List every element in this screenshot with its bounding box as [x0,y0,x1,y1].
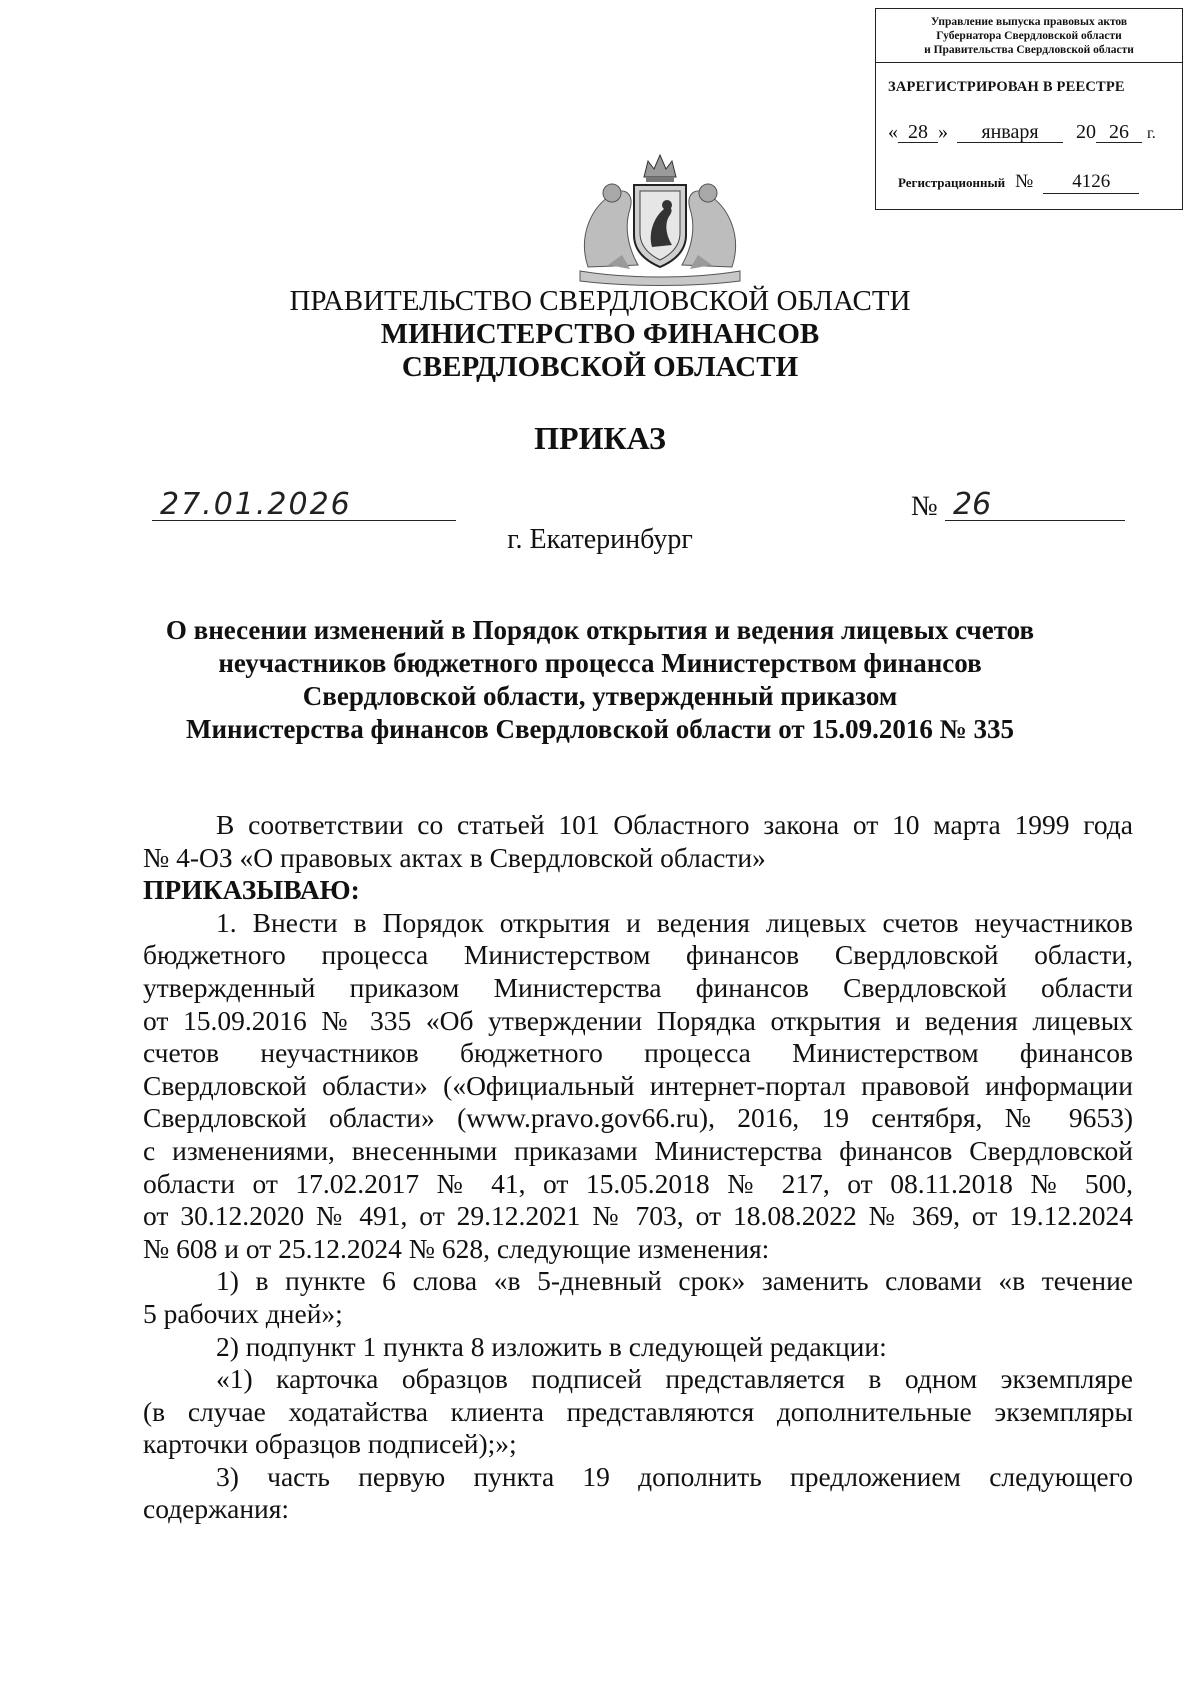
registry-stamp [875,8,1183,210]
order-number-field [945,487,1125,522]
body-line: содержания: [143,1493,290,1525]
registry-number-label: Регистрационный [898,175,1006,190]
body-line: 1. Внести в Порядок открытия и ведения лицевых счетов неучастников [216,906,1133,938]
subject-line: О внесении изменений в Порядок открытия и ведения лицевых счетов [165,615,1035,645]
registry-day: 28 [898,122,938,143]
body-line: области от 17.02.2017 № 41, от 15.05.2018 № 217, от 08.11.2018 № 500, [143,1167,1133,1199]
order-city: г. Екатеринбург [507,524,693,555]
body-line: с изменениями, внесенными приказами Министерства финансов Свердловской [143,1134,1133,1166]
registry-quote-close: » [938,121,948,143]
registry-office-line: и Правительства Свердловской области [924,43,1134,56]
body-line: № 4-ОЗ «О правовых актах в Свердловской области» [143,841,766,873]
body-line: утвержденный приказом Министерства финансов Свердловской области [143,971,1133,1003]
subject-line: неучастников бюджетного процесса Министерством финансов [218,648,982,678]
order-date-field [152,487,456,522]
body-line: Свердловской области» («Официальный интернет-портал правовой информации [143,1069,1133,1101]
sverdlovsk-coat-of-arms-icon [568,147,752,287]
body-line: Свердловской области» (www.pravo.gov66.ru), 2016, 19 сентября, № 9653) [143,1102,1133,1134]
body-line: № 608 и от 25.12.2024 № 628, следующие изменения: [143,1232,770,1264]
order-number-handwritten: 26 [953,487,992,522]
registry-office-line: Губернатора Свердловской области [936,29,1122,42]
body-line: 2) подпункт 1 пункта 8 изложить в следующей редакции: [216,1330,887,1362]
body-line-order-word: ПРИКАЗЫВАЮ: [143,874,360,906]
registry-number [898,171,1139,194]
order-subject [120,614,1080,746]
government-title: ПРАВИТЕЛЬСТВО СВЕРДЛОВСКОЙ ОБЛАСТИ [289,285,911,317]
subject-line: Министерства финансов Свердловской области от 15.09.2016 № 335 [185,714,1015,744]
body-line: от 30.12.2020 № 491, от 29.12.2021 № 703, от 18.08.2022 № 369, от 19.12.2024 [143,1200,1133,1232]
body-line: счетов неучастников бюджетного процесса Министерством финансов [143,1037,1133,1069]
registry-number-value: 4126 [1043,171,1139,194]
registry-office-line: Управление выпуска правовых актов [930,15,1128,28]
registry-year-suffix: 26 [1096,122,1142,143]
order-number-sign: № [911,491,938,522]
order-date-handwritten: 27.01.2026 [160,487,352,522]
registry-month: января [957,122,1063,143]
registry-year-abbr: г. [1147,125,1156,142]
body-line: бюджетного процесса Министерством финансов Свердловской области, [143,939,1133,971]
ministry-title-line: МИНИСТЕРСТВО ФИНАНСОВ [380,318,820,350]
order-body [143,809,1133,1526]
registry-number-sign: № [1015,171,1034,192]
registry-office [876,9,1182,63]
ministry-title-line: СВЕРДЛОВСКОЙ ОБЛАСТИ [401,351,799,383]
body-line: 3) часть первую пункта 19 дополнить предложением следующего [216,1460,1133,1492]
body-line: (в случае ходатайства клиента представляются дополнительные экземпляры [143,1395,1133,1427]
body-line: 5 рабочих дней»; [143,1297,343,1329]
body-line: карточки образцов подписей);»; [143,1428,517,1460]
body-line: В соответствии со статьей 101 Областного закона от 10 марта 1999 года [216,809,1133,840]
registry-year-prefix: 20 [1076,121,1096,143]
body-line: «1) карточка образцов подписей представляется в одном экземпляре [216,1363,1133,1395]
body-line: от 15.09.2016 № 335 «Об утверждении Порядка открытия и ведения лицевых [143,1004,1133,1036]
subject-line: Свердловской области, утвержденный приказом [302,681,898,711]
registry-quote-open: « [888,121,898,143]
document-type: ПРИКАЗ [534,420,666,456]
registry-title: ЗАРЕГИСТРИРОВАН В РЕЕСТРЕ [888,79,1125,95]
registry-date [888,121,1156,144]
body-line: 1) в пункте 6 слова «в 5-дневный срок» заменить словами «в течение [216,1265,1133,1297]
